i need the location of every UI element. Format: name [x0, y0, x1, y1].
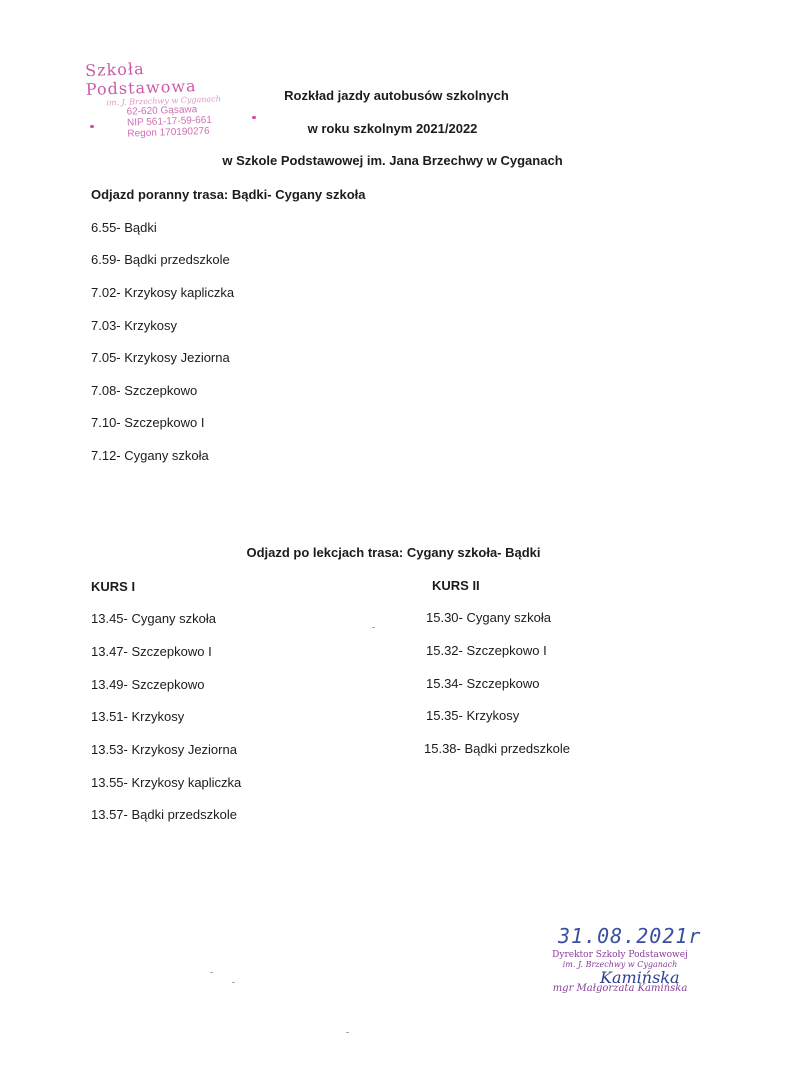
kurs-2-stop: 15.35- Krzykosy	[426, 708, 520, 723]
morning-stop: 7.02- Krzykosy kapliczka	[91, 285, 235, 300]
handwritten-signature: Kamińska	[600, 968, 680, 987]
morning-stop: 7.10- Szczepkowo I	[91, 415, 205, 430]
kurs-1-stop: 13.53- Krzykosy Jeziorna	[91, 742, 237, 757]
school-year: w roku szkolnym 2021/2022	[307, 121, 478, 136]
stamp-mark	[252, 116, 256, 119]
kurs-1-stop: 13.49- Szczepkowo	[91, 677, 205, 692]
kurs-1-label: KURS I	[91, 579, 136, 594]
stamp-regon: Regon 170190276	[127, 125, 210, 140]
kurs-2-stop: 15.34- Szczepkowo	[426, 676, 540, 691]
director-name: mgr Małgorzata Kamińska	[552, 983, 688, 994]
director-title: Dyrektor Szkoły Podstawowej	[552, 950, 688, 960]
signature-date: 31.08.2021r	[558, 924, 702, 948]
kurs-1-stop: 13.47- Szczepkowo I	[91, 644, 212, 659]
kurs-1-stop: 13.45- Cygany szkoła	[91, 611, 217, 626]
scan-speck	[346, 1032, 349, 1033]
morning-route-title: Odjazd poranny trasa: Bądki- Cygany szkoła	[91, 187, 366, 202]
stamp-nip: NIP 561-17-59-661	[126, 114, 213, 129]
morning-stop: 6.59- Bądki przedszkole	[91, 252, 230, 267]
document-title: Rozkład jazdy autobusów szkolnych	[284, 88, 509, 103]
scan-speck	[372, 627, 375, 628]
kurs-1-stop: 13.57- Bądki przedszkole	[91, 807, 237, 822]
kurs-2-stop: 15.32- Szczepkowo I	[426, 643, 547, 658]
morning-stop: 7.08- Szczepkowo	[91, 383, 198, 398]
director-school: im. J. Brzechwy w Cyganach	[562, 960, 678, 969]
kurs-2-stop: 15.30- Cygany szkoła	[426, 610, 552, 625]
morning-stop: 7.12- Cygany szkoła	[91, 448, 209, 463]
afternoon-route-title: Odjazd po lekcjach trasa: Cygany szkoła- Bądki	[246, 545, 541, 560]
kurs-1-stop: 13.51- Krzykosy	[91, 709, 185, 724]
scan-speck	[232, 982, 235, 983]
morning-stop: 6.55- Bądki	[91, 220, 157, 235]
kurs-2-stop: 15.38- Bądki przedszkole	[424, 741, 570, 756]
kurs-1-stop: 13.55- Krzykosy kapliczka	[91, 775, 242, 790]
stamp-patron: im. J. Brzechwy w Cyganach	[106, 94, 221, 108]
stamp-address: 62-620 Gąsawa	[126, 104, 198, 118]
morning-stop: 7.05- Krzykosy Jeziorna	[91, 350, 230, 365]
signature-block	[540, 924, 700, 994]
kurs-2-label: KURS II	[432, 578, 480, 593]
morning-stop: 7.03- Krzykosy	[91, 318, 177, 333]
scan-speck	[210, 972, 213, 973]
stamp-school-name: Szkoła Podstawowa	[84, 59, 197, 100]
school-name: w Szkole Podstawowej im. Jana Brzechwy w Cyganach	[222, 153, 563, 168]
